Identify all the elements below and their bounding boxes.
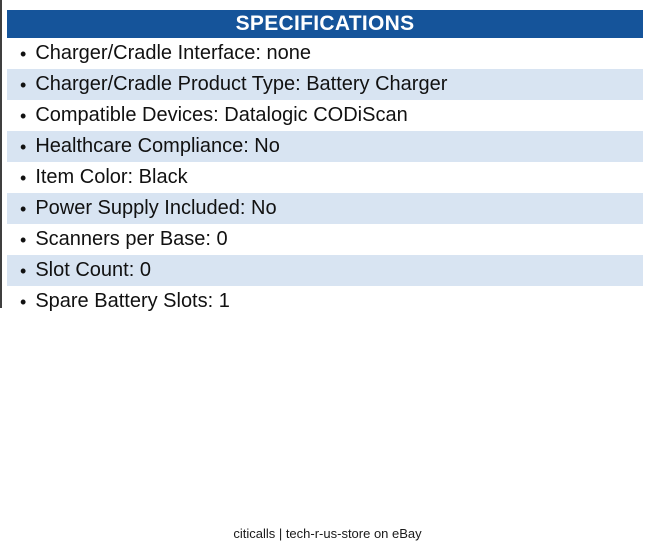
- bullet-icon: •: [20, 260, 27, 281]
- bullet-icon: •: [20, 198, 27, 219]
- specifications-header: [7, 10, 643, 38]
- spec-row: [7, 100, 643, 131]
- bullet-icon: •: [20, 229, 27, 250]
- spec-row: [7, 38, 643, 69]
- spec-row: [7, 162, 643, 193]
- bullet-icon: •: [20, 105, 27, 126]
- spec-row-text: Charger/Cradle Interface: none: [35, 42, 312, 64]
- spec-row: [7, 193, 643, 224]
- bullet-icon: •: [20, 74, 27, 95]
- spec-row-text: Spare Battery Slots: 1: [35, 290, 230, 312]
- spec-row-text: Charger/Cradle Product Type: Battery Charger: [35, 73, 448, 95]
- specifications-title: SPECIFICATIONS: [235, 12, 415, 35]
- spec-row-text: Power Supply Included: No: [35, 197, 277, 219]
- spec-row-text: Scanners per Base: 0: [35, 228, 228, 250]
- bullet-icon: •: [20, 167, 27, 188]
- spec-row: [7, 286, 643, 317]
- specifications-rows: [7, 38, 643, 317]
- bullet-icon: •: [20, 291, 27, 312]
- spec-row-text: Slot Count: 0: [35, 259, 151, 281]
- bullet-icon: •: [20, 43, 27, 64]
- spec-row-text: Healthcare Compliance: No: [35, 135, 280, 157]
- spec-row: [7, 131, 643, 162]
- bullet-icon: •: [20, 136, 27, 157]
- footer-credit-text: citicalls | tech-r-us-store on eBay: [233, 526, 422, 541]
- spec-row: [7, 69, 643, 100]
- specifications-table: [7, 10, 643, 317]
- spec-row: [7, 255, 643, 286]
- spec-row-text: Item Color: Black: [35, 166, 188, 188]
- spec-row-text: Compatible Devices: Datalogic CODiScan: [35, 104, 408, 126]
- footer-credit: [0, 526, 655, 541]
- spec-row: [7, 224, 643, 255]
- left-edge-artifact-line: [0, 0, 2, 308]
